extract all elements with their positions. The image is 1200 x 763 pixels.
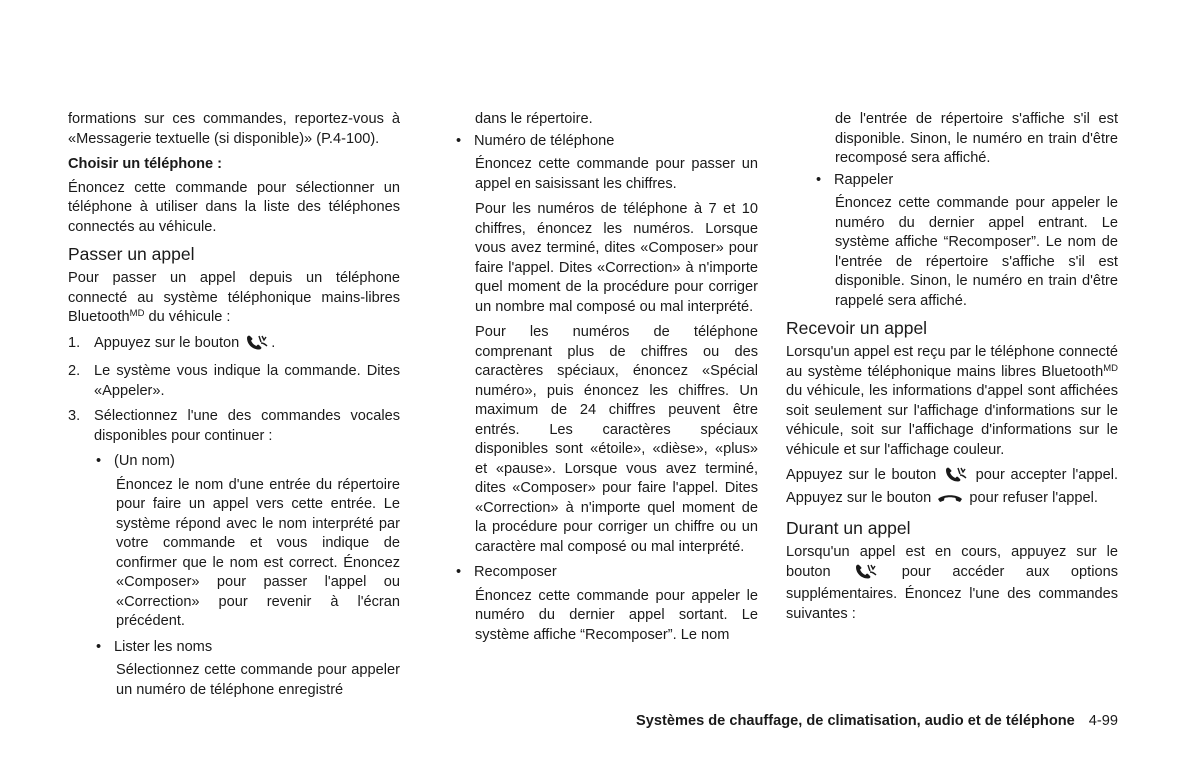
step-text-end: . <box>271 334 276 351</box>
bullet-callback: • Rappeler <box>814 171 1118 191</box>
column-left <box>68 110 400 706</box>
make-call-paragraph <box>68 269 400 328</box>
phone-hangup-icon <box>937 492 963 512</box>
heading-choose-phone: Choisir un téléphone : <box>68 156 223 172</box>
step-text: Sélectionnez l'une des commandes vocales disponibles pour continuer : <box>94 408 400 444</box>
intro-paragraph: formations sur ces commandes, reportez-vous à «Messagerie textuelle (si disponible)» (P.4-100). <box>68 111 400 147</box>
footer-title: Systèmes de chauffage, de climatisation, audio et de téléphone <box>636 713 1075 729</box>
phone-voice-icon <box>245 334 269 357</box>
phone-number-paragraph-1: Énoncez cette commande pour passer un appel en saisissant les chiffres. <box>475 156 758 192</box>
callback-paragraph: Énoncez cette commande pour appeler le numéro du dernier appel entrant. Le système affiche “Recomposer”. Le nom de l'entrée de répertoire s'affiche s'il est disponible. Sinon, le numéro en train d'être rappelé sera affiché. <box>835 195 1118 309</box>
trademark-sup: MD <box>129 308 145 319</box>
heading-receive-call: Recevoir un appel <box>786 318 928 338</box>
column-right <box>786 110 1118 630</box>
page-number: 4-99 <box>1088 713 1118 729</box>
continued-paragraph: dans le répertoire. <box>475 111 593 127</box>
accept-text: Appuyez sur le bouton <box>786 467 937 483</box>
phone-voice-icon <box>854 563 878 586</box>
bullet-list-names: • Lister les noms <box>94 638 400 658</box>
page-footer <box>636 712 1118 732</box>
column-middle <box>454 110 758 651</box>
during-text-end: pour accéder aux options supplémentaires. Énoncez l'une des commandes suivantes : <box>786 563 1118 622</box>
redial-paragraph: Énoncez cette commande pour appeler le numéro du dernier appel sortant. Le système affiche “Recomposer”. Le nom <box>475 587 758 643</box>
accept-text-mid: pour accepter l'appel. Appuyez sur le bouton <box>786 467 1118 506</box>
receive-text: Lorsqu'un appel est reçu par le téléphone connecté au système téléphonique mains libres Bluetooth <box>786 344 1118 380</box>
step-number: 1. <box>68 334 81 351</box>
step-2 <box>68 362 400 401</box>
phone-number-paragraph-3: Pour les numéros de téléphone comprenant plus de chiffres ou des caractères spéciaux, énoncez «Spécial numéro», puis énoncez les chiffres. Un maximum de 24 chiffres peuvent être entrés. Les caractères spéciaux disponibles sont «étoile», «dièse», «plus» et «pause». Lorsque vous avez terminé, dites «Composer» pour faire l'appel. Dites «Correction» à n'importe quel moment de la procédure pour corriger un chiffre ou un caractère mal composé ou mal interprété. <box>475 324 758 555</box>
phone-number-paragraph-2: Pour les numéros de téléphone à 7 et 10 chiffres, énoncez les numéros. Lorsque vous avez terminé, dites «Composer» pour faire l'appel. Dites «Correction» à n'importe quel moment de la procédure pour corriger un nombre mal composé ou mal interprété. <box>475 201 758 315</box>
step-text: Le système vous indique la commande. Dites «Appeler». <box>94 363 400 399</box>
trademark-sup: MD <box>1103 362 1118 374</box>
heading-during-call: Durant un appel <box>786 518 911 538</box>
step-text: Appuyez sur le bouton <box>94 334 240 351</box>
make-call-text-end: du véhicule : <box>144 309 231 325</box>
step-number: 2. <box>68 363 81 379</box>
receive-call-paragraph <box>786 343 1118 460</box>
step-number: 3. <box>68 408 81 424</box>
accept-call-paragraph <box>786 466 1118 511</box>
heading-make-call: Passer un appel <box>68 244 195 264</box>
name-paragraph: Énoncez le nom d'une entrée du répertoire pour faire un appel vers cette entrée. Le système répond avec le nom interprété par votre commande et vous indique de confirmer que le nom est correct. Énoncez «Composer» pour passer l'appel ou «Correction» pour revenir à l'écran précédent. <box>116 476 400 629</box>
bullet-redial: • Recomposer <box>454 563 758 583</box>
bullet-name: • (Un nom) <box>94 452 400 472</box>
make-call-text: Pour passer un appel depuis un téléphone connecté au système téléphonique mains-libres Bluetooth <box>68 270 400 325</box>
during-text: Lorsqu'un appel est en cours, appuyez sur le bouton <box>786 544 1118 580</box>
continued-paragraph: de l'entrée de répertoire s'affiche s'il est disponible. Sinon, le numéro en train d'être recomposé sera affiché. <box>835 111 1118 166</box>
step-3 <box>68 407 400 446</box>
receive-text-end: du véhicule, les informations d'appel sont affichées soit seulement sur l'affichage d'informations sur le véhicule, soit sur l'affichage d'informations sur le véhicule et sur l'affichage couleur. <box>786 383 1118 458</box>
phone-voice-icon <box>944 466 968 489</box>
choose-phone-paragraph: Énoncez cette commande pour sélectionner un téléphone à utiliser dans la liste des téléphones connectés au véhicule. <box>68 179 400 235</box>
during-call-paragraph <box>786 543 1118 624</box>
accept-text-end: pour refuser l'appel. <box>965 489 1098 506</box>
list-names-paragraph: Sélectionnez cette commande pour appeler un numéro de téléphone enregistré <box>116 662 400 698</box>
bullet-phone-number: • Numéro de téléphone <box>454 132 758 152</box>
step-1 <box>68 334 400 357</box>
